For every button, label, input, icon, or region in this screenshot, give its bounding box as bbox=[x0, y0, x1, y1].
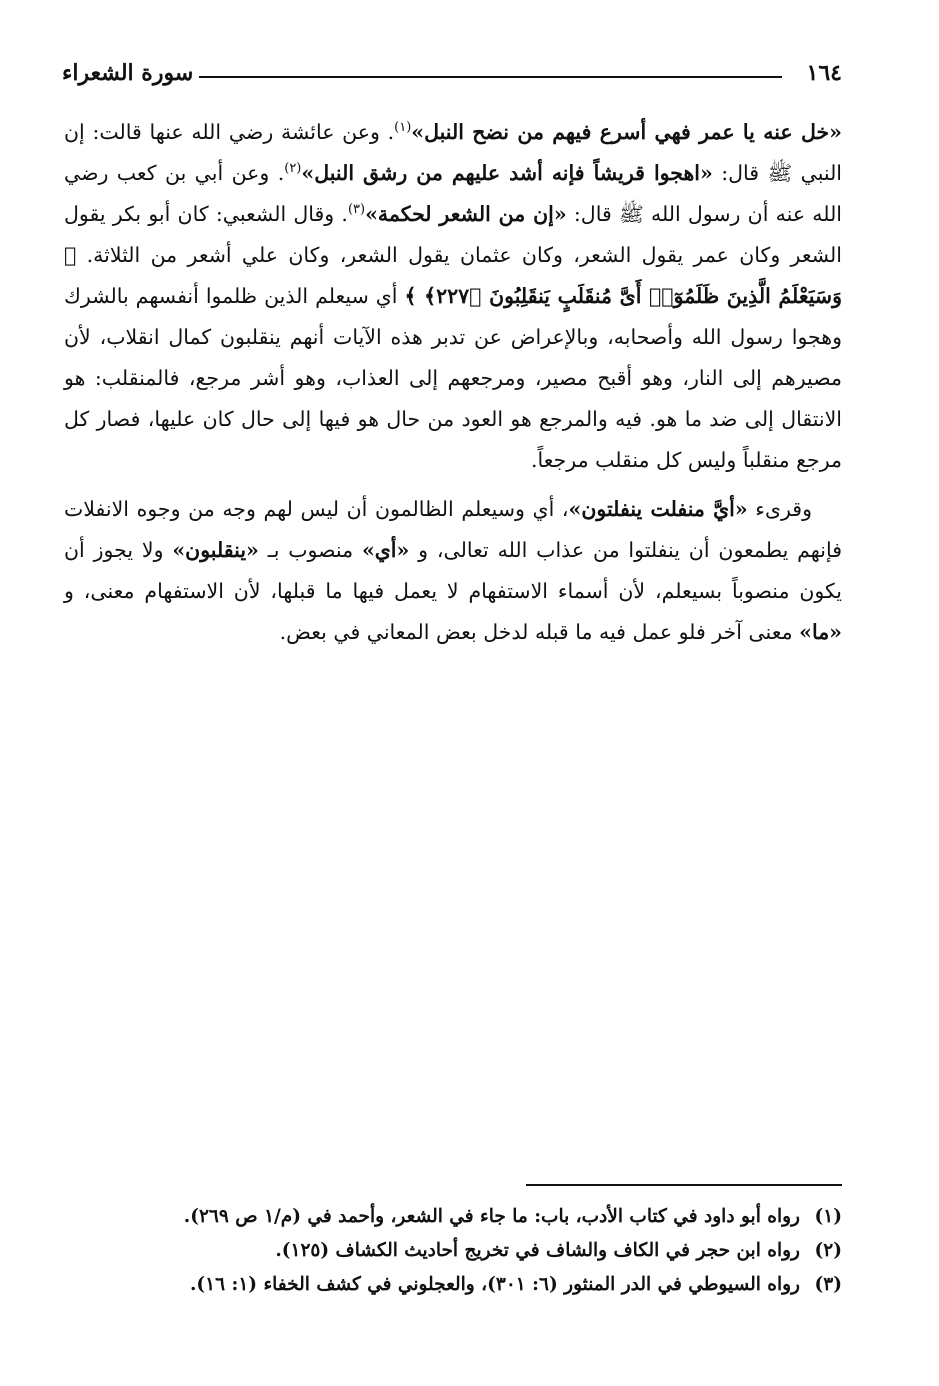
footnote-text: رواه السيوطي في الدر المنثور (٦: ٣٠١)، والعجلوني في كشف الخفاء (١: ١٦). bbox=[189, 1274, 800, 1295]
text-run: منصوب بـ bbox=[258, 538, 362, 562]
text-run: . وقال الشعبي: كان أبو بكر يقول الشعر وكان عمر يقول الشعر، وكان عثمان يقول الشعر، وكان علي أشعر من الثلاثة. bbox=[64, 202, 842, 267]
hadith-quote: «اهجوا قريشاً فإنه أشد عليهم من رشق النبل» bbox=[301, 161, 713, 185]
footnote-text: رواه أبو داود في كتاب الأدب، باب: ما جاء في الشعر، وأحمد في (م/١ ص ٢٦٩). bbox=[183, 1206, 800, 1227]
footnote-ref: (٣) bbox=[347, 202, 366, 218]
text-run: . وعن أبي بن كعب رضي الله عنه أن رسول الله ﷺ قال: bbox=[64, 161, 843, 226]
paragraph-2 bbox=[64, 489, 842, 653]
quote: «أيَّ منفلت ينفلتون» bbox=[568, 497, 748, 521]
footnote-separator bbox=[526, 1184, 842, 1186]
page-number: ١٦٤ bbox=[801, 60, 842, 86]
text-run: ، أي وسيعلم الظالمون أن ليس لهم وجه من وجوه الانفلات فإنهم يطمعون أن ينفلتوا من عذاب الله تعالى، و bbox=[64, 497, 842, 562]
main-text bbox=[64, 112, 842, 653]
footnote-number: (٣) bbox=[814, 1274, 842, 1295]
header-rule bbox=[157, 76, 782, 78]
text-run: وقرىء bbox=[747, 497, 812, 521]
footnote-text: رواه ابن حجر في الكاف والشاف في تخريج أحاديث الكشاف (١٢٥). bbox=[275, 1240, 800, 1261]
surah-title: سورة الشعراء bbox=[62, 60, 199, 86]
hadith-quote: «إن من الشعر لحكمة» bbox=[365, 202, 567, 226]
quote: «ينقلبون» bbox=[172, 538, 259, 562]
page-header bbox=[62, 60, 842, 90]
footnote-ref: (١) bbox=[394, 120, 412, 136]
quote: «ما» bbox=[799, 620, 842, 644]
text-run: . وعن عائشة رضي الله عنها قالت: إن النبي ﷺ قال: bbox=[64, 120, 843, 185]
footnote-3 bbox=[100, 1268, 842, 1302]
quran-verse: ﴿ وَسَيَعْلَمُ الَّذِينَ ظَلَمُوٓا۟ أَىَّ مُنقَلَبٍ يَنقَلِبُونَ ﴿٢٢٧﴾ ﴾ bbox=[64, 243, 842, 308]
footnote-number: (٢) bbox=[814, 1240, 842, 1261]
text-run: أي سيعلم الذين ظلموا أنفسهم بالشرك وهجوا رسول الله وأصحابه، وبالإعراض عن تدبر هذه الآيات أنهم ينقلبون كمال انقلاب، لأن مصيرهم إلى النار، وهو أقبح مصير، ومرجعهم إلى العذاب، وهو أشر مرجع، فالمنقلب: هو الانتقال إلى ضد ما هو. فيه والمرجع هو العود من حال هو فيها إلى حال كان عليها، فصار كل مرجع منقلباً وليس كل منقلب مرجعاً. bbox=[64, 284, 842, 472]
quote: «أي» bbox=[361, 538, 410, 562]
hadith-quote: «خل عنه يا عمر فهي أسرع فيهم من نضح النبل» bbox=[411, 120, 842, 144]
text-run: ولا يجوز أن يكون منصوباً بسيعلم، لأن أسماء الاستفهام لا يعمل فيها ما قبلها، لأن الاستفهام معنى، و bbox=[64, 538, 842, 603]
footnotes bbox=[100, 1200, 842, 1302]
footnote-number: (١) bbox=[814, 1206, 842, 1227]
footnote-1 bbox=[100, 1200, 842, 1234]
paragraph-1 bbox=[64, 112, 842, 481]
footnote-ref: (٢) bbox=[284, 161, 302, 177]
text-run: معنى آخر فلو عمل فيه ما قبله لدخل بعض المعاني في بعض. bbox=[279, 620, 800, 644]
footnote-2 bbox=[100, 1234, 842, 1268]
